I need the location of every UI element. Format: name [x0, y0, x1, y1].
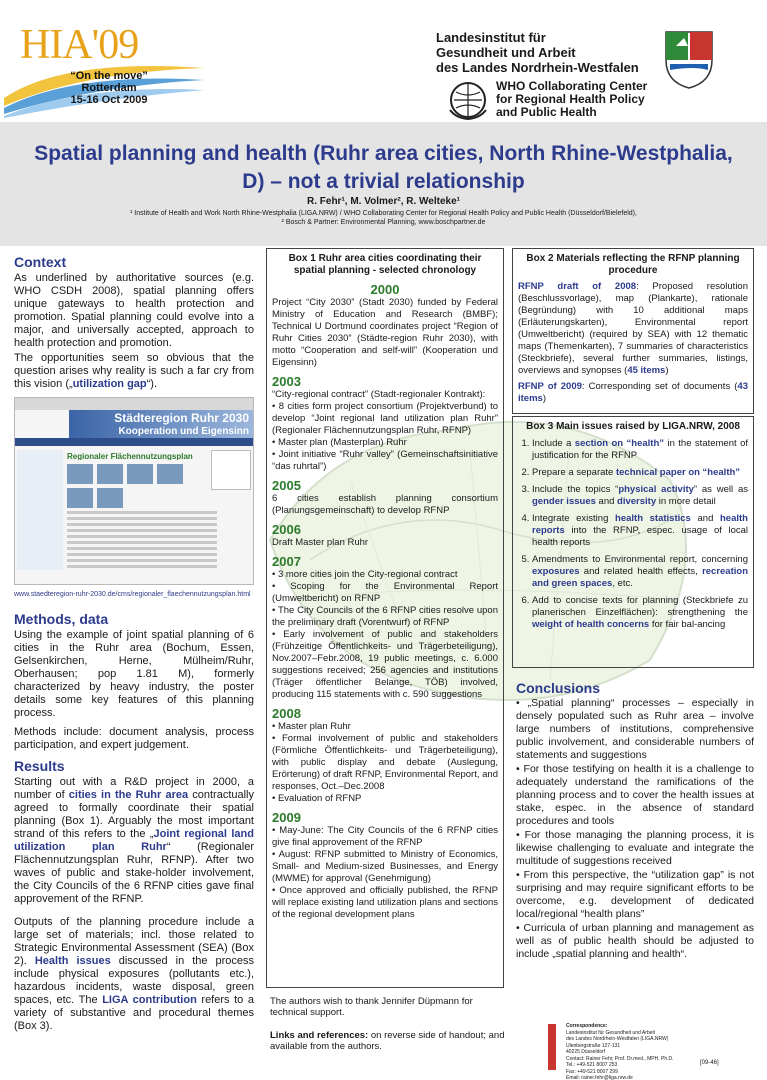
photo-thumbnail [97, 488, 123, 508]
context-paragraph-2 [14, 352, 254, 391]
who-line: WHO Collaborating Center [496, 79, 648, 93]
correspondence-block [566, 1023, 716, 1080]
who-line: and Public Health [496, 105, 597, 119]
year-2003: 2003 [272, 374, 301, 389]
nrw-crest-icon [664, 30, 714, 90]
highlight-term: technical paper on “health” [615, 467, 741, 478]
correspondence-line: Landesinstitut für Gesundheit und Arbeit [566, 1029, 655, 1036]
text-run: for fair bal-ancing [649, 619, 726, 630]
highlight-term: exposures [532, 566, 580, 577]
highlight-term: physical activity [618, 484, 694, 495]
correspondence-line: 40225 Düsseldorf [566, 1049, 606, 1055]
institute-line: Landesinstitut für [436, 30, 546, 45]
text-run: Outputs of the planning procedure include a large set of materials; incl. those related to Strategic Environmental Assessment (SEA) (Box 2). [14, 916, 254, 967]
list-item [532, 484, 748, 508]
methods-paragraph: Using the example of joint spatial planning of 6 cities in the Ruhr area (Bochum, Essen, Gelsenkirchen, Herne, Mülheim/Ruhr, Oberhausen; pop 1.81 M), formerly characterized by heavy industry, the poster details some key features of this planning process. [14, 629, 254, 719]
box1-text: • August: RFNP submitted to Ministry of Economics, Small- and Medium-sized Businesses, and Energy (MWME) for approval (Genehmigung) [272, 849, 498, 884]
tagline-line: “On the move” [70, 70, 148, 82]
text-run: , etc. [612, 578, 633, 589]
year-2000: 2000 [370, 282, 400, 297]
conclusions-heading: Conclusions [516, 680, 601, 696]
conclusion-item: • Curricula of urban planning and management as well as of public health should be adjusted to include „spatial planning and health“. [516, 922, 754, 960]
who-line: for Regional Health Policy [496, 92, 645, 106]
text-run: discussed in the process include physical exposures (pollutants etc.), hazardous incidents, waste disposal, green spaces, etc. The [14, 955, 254, 1006]
highlight-term: Joint regional land utilization plan Ruhr [14, 828, 254, 853]
photo-thumbnail [97, 464, 123, 484]
text-run: in more detail [656, 496, 716, 507]
highlight-term: health statistics [615, 513, 691, 524]
conclusions-section [516, 676, 754, 961]
correspondence-accent-bar [548, 1024, 556, 1070]
results-paragraph [14, 776, 254, 906]
results-paragraph-2 [14, 916, 254, 1033]
hia-tagline [54, 70, 164, 106]
year-2005: 2005 [272, 478, 301, 493]
list-item [532, 595, 748, 631]
box1-text: • 8 cities form project consortium (Projektverbund) to develop “Joint regional land utilization plan Ruhr” (Regionaler Flächennutzungsplan Ruhr, RFNP) [272, 401, 498, 436]
highlight-term: cities in the Ruhr area [68, 789, 189, 801]
box1-text: Project “City 2030” (Stadt 2030) funded by Federal Ministry of Education and Research (BMBF); Technical U Dortmund coordinates project “Region of Ruhr Cities 2030” (Städte-region Ruhr 2030), with motto “Cooperation and self-will” (Kooperation und Eigensinn) [272, 297, 498, 368]
institute-line: Gesundheit und Arbeit [436, 45, 576, 60]
box1-text: • Master plan Ruhr [272, 721, 351, 732]
text-run: Starting out with a R&D project in 2000, a number of [14, 776, 254, 801]
text-run: “ (Regionaler Flächennutzungsplan Ruhr, RFNP). After two waves of public and stake-holder involvement, the City Councils of the 6 RFNP cities gave final approvement of the RFNP. [14, 841, 254, 905]
website-text-lines [67, 508, 217, 568]
highlight-term: recreation and green spaces [532, 566, 748, 589]
institute-line: des Landes Nordrhein-Westfalen [436, 60, 639, 75]
list-item [532, 467, 748, 479]
correspondence-line: Tel.: +49-521 8007 253 [566, 1062, 618, 1068]
who-emblem-icon [446, 80, 490, 120]
text-run: in the statement of justification for the RFNP [532, 438, 748, 461]
box2-paragraph-2 [518, 381, 748, 405]
text-run: Prepare a separate [532, 467, 616, 478]
highlight-term: 43 items [518, 381, 748, 404]
box3-issues [512, 416, 754, 668]
box1-text: • Joint initiative “Ruhr valley” (Gemeinschaftsinitiative “das ruhrtal”) [272, 449, 498, 472]
correspondence-line: Fax: +49-521 8007 299 [566, 1068, 618, 1075]
authors: R. Fehr¹, M. Volmer², R. Welteke¹ [307, 196, 460, 207]
box1-text: • Early involvement of public and stakeholders (Frühzeitige Öffentlichkeits- und Trägerbeteiligung), Nov.2007–Febr.2008, 19 public meetings, c. 6.000 suggestions received; 256 agencies and institutions (Träger öffentlicher Belange, TÖB) involved, producing 115 statements with c. 590 suggestions [272, 629, 498, 700]
acknowledgement: The authors wish to thank Jennifer Düpmann for technical support. [270, 996, 473, 1018]
list-item [532, 554, 748, 590]
year-2009: 2009 [272, 810, 301, 825]
box1-chronology [266, 248, 504, 988]
affiliation-line: ¹ Institute of Health and Work North Rhine-Westphalia (LIGA.NRW) / WHO Collaborating Center for Regional Health Policy and Public Health (Düsseldorf/Bielefeld), [130, 210, 637, 217]
poster-header [0, 0, 767, 122]
box1-text: • Scoping for the Environmental Report (Umweltbericht) on RFNP [272, 581, 498, 604]
correspondence-line: Ulenbergstraße 127-131 [566, 1042, 621, 1049]
links-text: on reverse side of handout; and available from the authors. [270, 1030, 505, 1052]
conclusion-item: • „Spatial planning“ processes – especially in densely populated such as Ruhr area – involve large numbers of institutions, comprehensive public involvement, and considerable numbers of statements and suggestions [516, 697, 754, 761]
correspondence-line: Contact: Rainer Fehr, Prof. Dr.med., MPH, Ph.D. [566, 1055, 674, 1062]
issues-list [532, 438, 748, 631]
highlight-term: gender issues [532, 496, 596, 507]
links-references [270, 1030, 510, 1052]
tagline-line: Rotterdam [81, 82, 137, 94]
box1-text: Draft Master plan Ruhr [272, 537, 369, 548]
box1-text: • 3 more cities join the City-regional contract [272, 569, 458, 580]
box2-title: Box 2 Materials reflecting the RFNP planning procedure [526, 253, 740, 276]
text-run: and [595, 496, 618, 507]
year-2008: 2008 [272, 706, 301, 721]
context-paragraph: As underlined by authoritative sources (e.g. WHO CSDH 2008), spatial planning offers unique gateways to health protection and promotion. Spatial planning could evolve into a major, and universally accepted, approach to health protection and promotion. [14, 272, 254, 349]
photo-thumbnail [127, 464, 153, 484]
text-run: “). [146, 378, 158, 390]
text-run: ) [542, 393, 546, 404]
text-run: contractually agreed to formally coordinate their spatial planning (Box 1). Arguably the most important strand of this refers to the „ [14, 789, 254, 840]
hia-logo [4, 6, 204, 118]
highlight-term: Health issues [34, 955, 111, 967]
list-item [532, 513, 748, 549]
conclusion-item: • From this perspective, the “utilization gap” is not surprising and may require significant efforts to be overcome, e.g. development of dedicated local/regional “health plans” [516, 869, 754, 920]
box1-text: 6 cities establish planning consortium (Planungsgemeinschaft) to develop RFNP [272, 493, 498, 516]
box1-text: • The City Councils of the 6 RFNP cities resolve upon the preliminary draft (Vorentwurf) of RFNP [272, 605, 498, 628]
year-2006: 2006 [272, 522, 301, 537]
who-center-name [496, 80, 686, 119]
institute-name [436, 30, 656, 75]
text-run: Add to concise texts for planning (Steckbriefe zu planerischen Einzelflächen): strengthening the [532, 595, 748, 618]
correspondence-label: Correspondence: [566, 1023, 608, 1029]
text-run: : Proposed resolution (Beschlussvorlage), map (Plankarte), rationale (Begründung) with 10 additional maps (Erläuterungskarten), Environmental report (Umweltbericht) (required by SEA) with 12 thematic maps (Themenkarten), 7 summaries of characteristics (Steckbriefe), several further summaries, listings, overviews and synopses ( [518, 281, 748, 376]
highlight-term: RFNP draft of 2008 [518, 281, 637, 292]
text-run: and [690, 513, 720, 524]
results-heading: Results [14, 758, 65, 774]
photo-thumbnail [67, 488, 93, 508]
website-infobox [211, 450, 251, 490]
box1-text: • Once approved and officially published, the RFNP will replace existing land utilization plans and sections of the regional development plans [272, 885, 499, 920]
website-screenshot [14, 397, 254, 585]
links-label: Links and references: [270, 1030, 369, 1041]
correspondence-line: des Landes Nordrhein-Westfalen (LIGA.NRW) [566, 1036, 669, 1042]
text-run: Include the topics “ [532, 484, 619, 495]
box1-text: • May-June: The City Councils of the 6 RFNP cities give final approvement of the RFNP [272, 825, 498, 848]
website-banner [69, 410, 254, 438]
website-sidebar [17, 450, 63, 570]
hia-wordmark: HIA'09 [20, 22, 139, 68]
highlight-term: RFNP of 2009 [518, 381, 582, 392]
text-run: The opportunities seem so obvious that the question arises why reality is such a far cry from this vision („ [14, 352, 254, 390]
website-navbar [15, 438, 254, 446]
text-run: ) [665, 365, 669, 376]
box2-paragraph [518, 281, 748, 377]
year-2007: 2007 [272, 554, 301, 569]
text-run: Amendments to Environmental report, concerning [532, 554, 748, 565]
conclusion-item: • For those testifying on health it is a challenge to adequately understand the ramifications of the planning process and to cover the health issues at stake, espec. in the absence of standard procedures and tools [516, 763, 754, 827]
text-run: Include a [532, 438, 575, 449]
affiliations [30, 209, 737, 227]
text-run: Integrate existing [532, 513, 616, 524]
context-heading: Context [14, 254, 67, 270]
photo-thumbnail [157, 464, 183, 484]
highlight-term: 45 items [627, 365, 666, 376]
photo-thumbnail [67, 464, 93, 484]
utilization-gap-term: utilization gap [72, 378, 147, 390]
methods-paragraph-2: Methods include: document analysis, process participation, and expert judgement. [14, 726, 254, 751]
browser-bar [15, 398, 254, 410]
banner-title: Städteregion Ruhr 2030 [114, 411, 249, 425]
website-section-title: Regionaler Flächennutzungsplan [67, 452, 193, 460]
box1-text: • Master plan (Masterplan) Ruhr [272, 437, 407, 448]
box1-text: • Formal involvement of public and stakeholders (Förmliche Öffentlichkeits- und Trägerbeteiligung), with public display and debate (Auslegung, Erörterung) of draft RFNP, Environmental Report, and responses, Oct.–Dec.2008 [272, 733, 498, 792]
text-run: ” as well as [693, 484, 748, 495]
box1-text: “City-regional contract” (Stadt-regionaler Kontrakt): [272, 389, 486, 400]
website-url-link[interactable]: www.staedteregion-ruhr-2030.de/cms/regionaler_flaechennutzungsplan.html [14, 591, 251, 598]
box3-title: Box 3 Main issues raised by LIGA.NRW, 2008 [526, 421, 740, 432]
poster-code: [09-46] [700, 1060, 719, 1066]
text-run: refers to a variety of substantive and procedural themes (Box 3). [14, 994, 255, 1032]
conclusion-item: • For those managing the planning process, it is likewise challenging to evaluate and integrate the multitude of suggestions received [516, 829, 754, 867]
text-run: : Corresponding set of documents ( [581, 381, 738, 392]
highlight-term: weight of health concerns [532, 619, 650, 630]
affiliation-line: ² Bosch & Partner: Environmental Planning, www.boschpartner.de [281, 219, 486, 226]
poster-title: Spatial planning and health (Ruhr area cities, North Rhine-Westphalia, D) – not a trivial relationship [34, 142, 733, 193]
highlight-term: LIGA contribution [102, 994, 197, 1006]
box1-text: • Evaluation of RFNP [272, 793, 362, 804]
methods-heading: Methods, data [14, 611, 109, 627]
highlight-term: section on “health” [574, 438, 665, 449]
highlight-term: health reports [532, 513, 748, 536]
box2-materials [512, 248, 754, 414]
highlight-term: diversity [617, 496, 657, 507]
banner-subtitle: Kooperation und Eigensinn [118, 426, 249, 437]
correspondence-email[interactable]: Email: rainer.fehr@liga.nrw.de [566, 1075, 633, 1080]
left-column [14, 250, 254, 1033]
text-run: and related health effects, [579, 566, 703, 577]
tagline-date: 15-16 Oct 2009 [70, 94, 148, 106]
list-item [532, 438, 748, 462]
box1-title: Box 1 Ruhr area cities coordinating their spatial planning - selected chronology [288, 253, 482, 276]
text-run: into the RFNP, espec. usage of local health reports [532, 525, 748, 548]
